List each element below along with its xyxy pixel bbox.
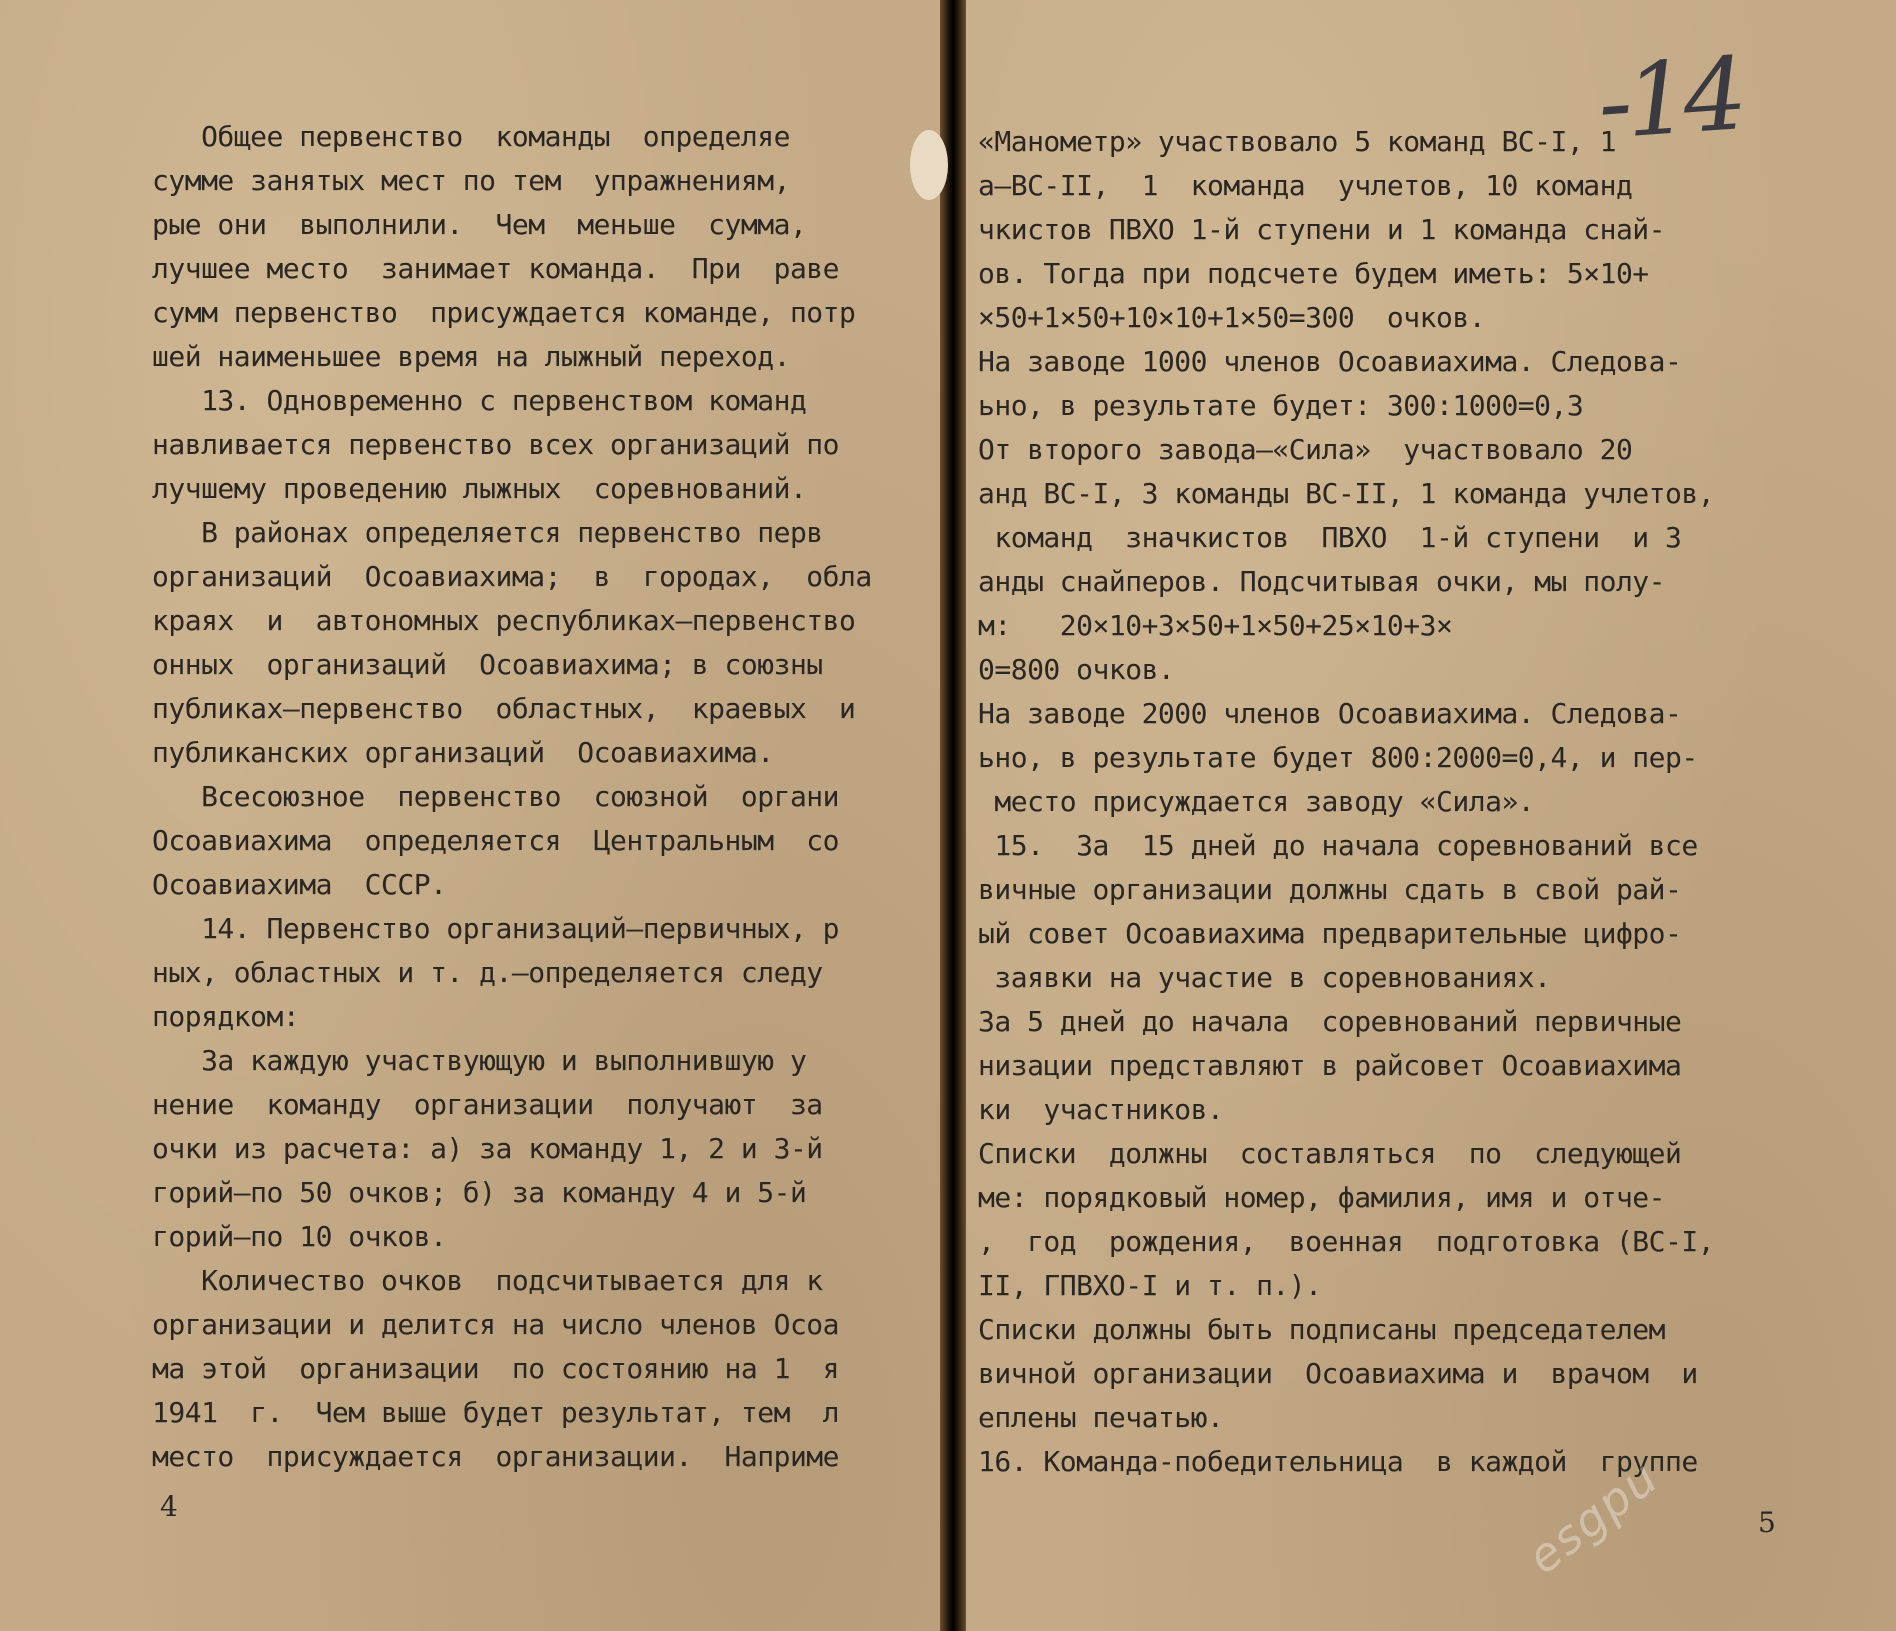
text-line: лучшее место занимает команда. При раве xyxy=(152,252,840,285)
text-line: II, ГПВХО-I и т. п.). xyxy=(978,1269,1322,1302)
text-line: еплены печатью. xyxy=(978,1401,1224,1434)
page-number-left: 4 xyxy=(160,1490,178,1523)
text-line: ьно, в результате будет 800:2000=0,4, и пер- xyxy=(978,741,1698,774)
text-line: ×50+1×50+10×10+1×50=300 очков. xyxy=(978,301,1486,334)
text-line: ки участников. xyxy=(978,1093,1224,1126)
text-line: За каждую участвующую и выполнившую у xyxy=(152,1044,807,1077)
text-line: ов. Тогда при подсчете будем иметь: 5×10+ xyxy=(978,257,1649,290)
right-page-text xyxy=(978,120,1798,1484)
page-number-right: 5 xyxy=(1758,1506,1776,1539)
text-line: команд значкистов ПВХО 1-й ступени и 3 xyxy=(978,521,1682,554)
handwritten-page-mark: -14 xyxy=(1594,35,1745,162)
text-line: онных организаций Осоавиахима; в союзны xyxy=(152,648,823,681)
text-line: ме: порядковый номер, фамилия, имя и отче- xyxy=(978,1181,1666,1214)
text-line: От второго завода—«Сила» участвовало 20 xyxy=(978,433,1633,466)
right-page xyxy=(958,0,1896,1631)
text-line: нение команду организации получают за xyxy=(152,1088,823,1121)
text-line: ьно, в результате будет: 300:1000=0,3 xyxy=(978,389,1584,422)
text-line: вичной организации Осоавиахима и врачом и xyxy=(978,1357,1698,1390)
text-line: анд ВС-I, 3 команды ВС-II, 1 команда учлетов, xyxy=(978,477,1715,510)
text-line: чкистов ПВХО 1-й ступени и 1 команда снай- xyxy=(978,213,1666,246)
text-line: Количество очков подсчитывается для к xyxy=(152,1264,823,1297)
text-line: ма этой организации по состоянию на 1 я xyxy=(152,1352,840,1385)
text-line: лучшему проведению лыжных соревнований. xyxy=(152,472,807,505)
binding-hole xyxy=(910,130,948,200)
text-line: а—ВС-II, 1 команда учлетов, 10 команд xyxy=(978,169,1633,202)
text-line: анды снайперов. Подсчитывая очки, мы полу- xyxy=(978,565,1666,598)
text-line: горий—по 50 очков; б) за команду 4 и 5-й xyxy=(152,1176,807,1209)
text-line: 13. Одновременно с первенством команд xyxy=(152,384,807,417)
text-line: , год рождения, военная подготовка (ВС-I, xyxy=(978,1225,1715,1258)
text-line: сумме занятых мест по тем упражнениям, xyxy=(152,164,790,197)
watermark: esgpu xyxy=(1517,1449,1669,1585)
book-spine xyxy=(940,0,966,1631)
text-line: публиках—первенство областных, краевых и xyxy=(152,692,856,725)
text-line: 15. За 15 дней до начала соревнований все xyxy=(978,829,1698,862)
text-line: 14. Первенство организаций—первичных, р xyxy=(152,912,840,945)
text-line: Осоавиахима СССР. xyxy=(152,868,447,901)
text-line: навливается первенство всех организаций по xyxy=(152,428,840,461)
text-line: сумм первенство присуждается команде, потр xyxy=(152,296,856,329)
text-line: В районах определяется первенство перв xyxy=(152,516,823,549)
text-line: «Манометр» участвовало 5 команд ВС-I, 1 xyxy=(978,125,1616,158)
text-line: На заводе 2000 членов Осоавиахима. Следова- xyxy=(978,697,1682,730)
text-line: краях и автономных республиках—первенство xyxy=(152,604,856,637)
text-line: 0=800 очков. xyxy=(978,653,1175,686)
text-line: 16. Команда-победительница в каждой группе xyxy=(978,1445,1698,1478)
text-line: рые они выполнили. Чем меньше сумма, xyxy=(152,208,807,241)
text-line: горий—по 10 очков. xyxy=(152,1220,447,1253)
text-line: Списки должны составляться по следующей xyxy=(978,1137,1682,1170)
text-line: Осоавиахима определяется Центральным со xyxy=(152,824,840,857)
text-line: заявки на участие в соревнованиях. xyxy=(978,961,1551,994)
left-page-text xyxy=(152,115,942,1479)
text-line: Списки должны быть подписаны председателем xyxy=(978,1313,1666,1346)
text-line: ных, областных и т. д.—определяется следу xyxy=(152,956,823,989)
text-line: Общее первенство команды определяе xyxy=(152,120,790,153)
text-line: За 5 дней до начала соревнований первичные xyxy=(978,1005,1682,1038)
text-line: очки из расчета: а) за команду 1, 2 и 3-й xyxy=(152,1132,823,1165)
text-line: шей наименьшее время на лыжный переход. xyxy=(152,340,790,373)
text-line: м: 20×10+3×50+1×50+25×10+3× xyxy=(978,609,1453,642)
text-line: место присуждается организации. Наприме xyxy=(152,1440,840,1473)
text-line: вичные организации должны сдать в свой рай- xyxy=(978,873,1682,906)
text-line: На заводе 1000 членов Осоавиахима. Следова- xyxy=(978,345,1682,378)
text-line: порядком: xyxy=(152,1000,300,1033)
text-line: низации представляют в райсовет Осоавиахима xyxy=(978,1049,1682,1082)
text-line: место присуждается заводу «Сила». xyxy=(978,785,1535,818)
text-line: публиканских организаций Осоавиахима. xyxy=(152,736,774,769)
text-line: организации и делится на число членов Осоа xyxy=(152,1308,840,1341)
text-line: Всесоюзное первенство союзной органи xyxy=(152,780,840,813)
text-line: организаций Осоавиахима; в городах, обла xyxy=(152,560,872,593)
text-line: 1941 г. Чем выше будет результат, тем л xyxy=(152,1396,840,1429)
text-line: ый совет Осоавиахима предварительные цифро- xyxy=(978,917,1682,950)
